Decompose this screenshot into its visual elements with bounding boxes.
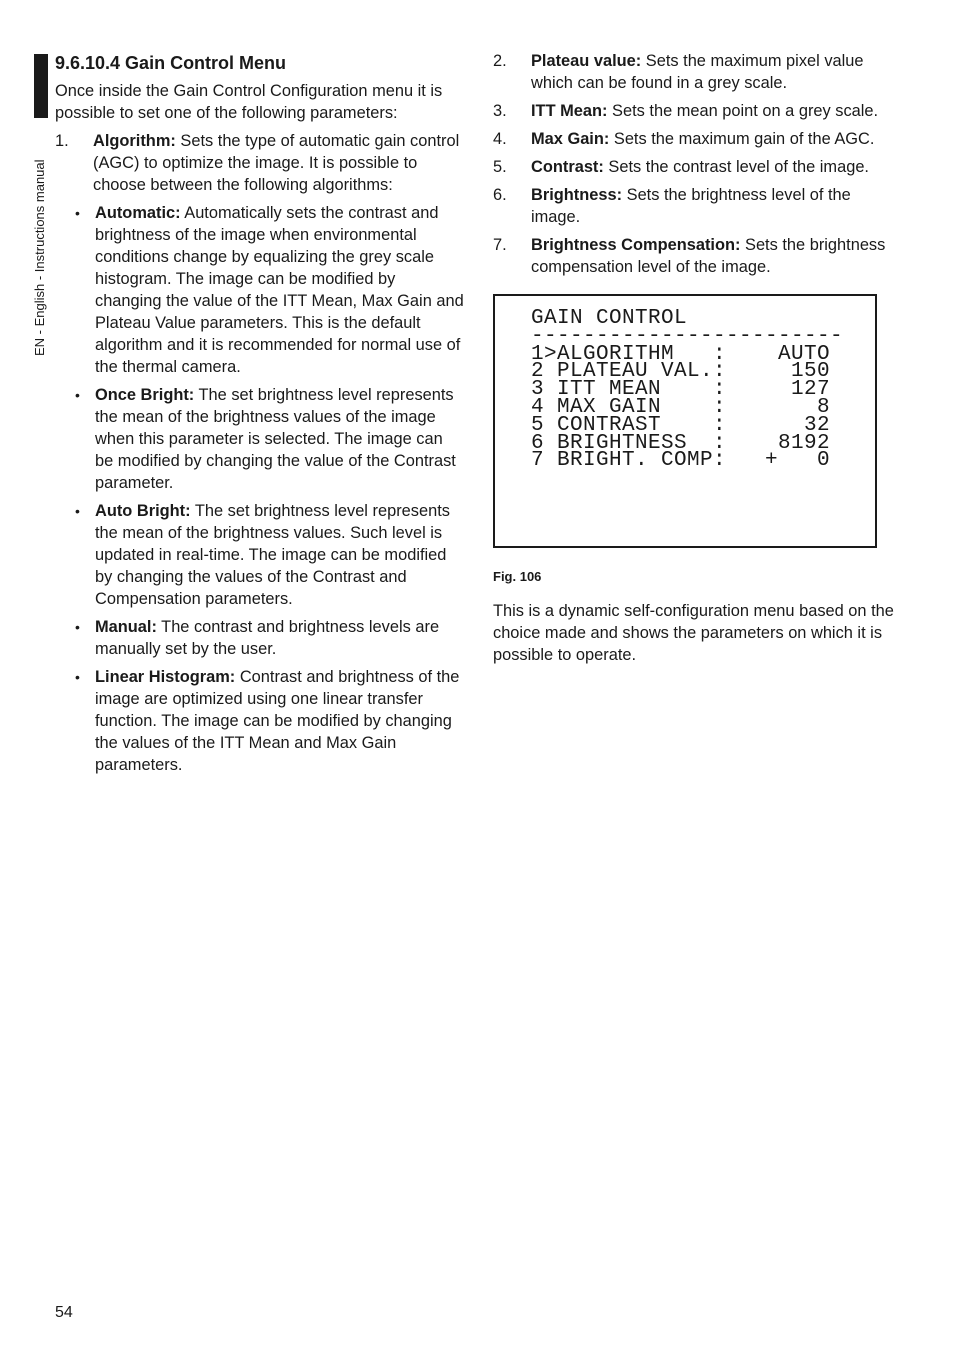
item-label: Contrast: (531, 158, 604, 176)
item-text: Sets the mean point on a grey scale. (607, 102, 879, 120)
osd-menu-text (531, 307, 844, 473)
item-number: 2. (493, 52, 507, 70)
item-text: Sets the brightness compensation level of the image. (531, 236, 886, 276)
list-item (493, 128, 903, 150)
menu-title: GAIN CONTROL (531, 307, 688, 330)
side-label: EN - English - Instructions manual (32, 159, 47, 356)
item-number: 7. (493, 236, 507, 254)
item-text: Automatically sets the contrast and brightness of the image when environmental conditions change by equalizing the grey scale histogram. The image can be modified by changing the value of the ITT Mean, Max Gain and Plateau Value parameters. This is the default algorithm and it is recommended for normal use of the thermal camera. (95, 204, 464, 376)
section-marker-bar (34, 54, 48, 118)
list-item (493, 184, 903, 228)
page-number: 54 (55, 1304, 73, 1321)
list-item (75, 666, 465, 776)
item-text: Sets the type of automatic gain control (AGC) to optimize the image. It is possible to choose between the following algorithms: (93, 132, 460, 194)
item-label: Linear Histogram: (95, 668, 236, 686)
menu-row: 4 MAX GAIN : 8 (531, 395, 831, 419)
item-text: The set brightness level represents the mean of the brightness values. Such level is updated in real-time. The image can be modified by changing the values of the Contrast and Compensation parameters. (95, 502, 450, 608)
item-label: Auto Bright: (95, 502, 191, 520)
algorithm-list (55, 202, 465, 776)
parameter-list (55, 130, 465, 196)
bullet-icon: • (75, 619, 80, 635)
parameter-list-continued (493, 50, 903, 278)
item-text: Sets the brightness level of the image. (531, 186, 851, 226)
item-label: Brightness: (531, 186, 623, 204)
item-number: 5. (493, 158, 507, 176)
item-number: 1. (55, 132, 69, 150)
menu-separator: ------------------------ (531, 324, 844, 348)
right-column (493, 50, 903, 666)
item-label: Manual: (95, 618, 157, 636)
item-label: Automatic: (95, 204, 181, 222)
item-label: ITT Mean: (531, 102, 608, 120)
bullet-icon: • (75, 669, 80, 685)
item-label: Once Bright: (95, 386, 195, 404)
list-item (493, 234, 903, 278)
item-number: 4. (493, 130, 507, 148)
list-item (493, 100, 903, 122)
list-item (493, 50, 903, 94)
bullet-icon: • (75, 387, 80, 403)
section-title: 9.6.10.4 Gain Control Menu (55, 53, 287, 73)
menu-row: 3 ITT MEAN : 127 (531, 378, 831, 402)
item-text: The contrast and brightness levels are manually set by the user. (95, 618, 440, 658)
list-item (75, 202, 465, 378)
menu-row: 5 CONTRAST : 32 (531, 413, 831, 437)
list-item (75, 616, 465, 660)
item-text: Sets the maximum pixel value which can be found in a grey scale. (531, 52, 864, 92)
list-item (75, 384, 465, 494)
list-item (55, 130, 465, 196)
menu-row: 1>ALGORITHM : AUTO (531, 342, 831, 366)
left-column (55, 52, 465, 782)
menu-row: 6 BRIGHTNESS : 8192 (531, 431, 831, 455)
item-text: Sets the contrast level of the image. (603, 158, 869, 176)
section-intro: Once inside the Gain Control Configuration menu it is possible to set one of the following parameters: (55, 82, 443, 122)
item-number: 3. (493, 102, 507, 120)
item-label: Plateau value: (531, 52, 642, 70)
item-text: Sets the maximum gain of the AGC. (609, 130, 875, 148)
menu-row: 7 BRIGHT. COMP: + 0 (531, 449, 831, 473)
item-label: Max Gain: (531, 130, 610, 148)
item-number: 6. (493, 186, 507, 204)
menu-row: 2 PLATEAU VAL.: 150 (531, 360, 831, 384)
list-item (75, 500, 465, 610)
figure-caption: Fig. 106 (493, 569, 542, 584)
item-label: Brightness Compensation: (531, 236, 741, 254)
osd-menu-figure (493, 294, 877, 548)
item-text: Contrast and brightness of the image are optimized using one linear transfer function. The image can be modified by changing the values of the ITT Mean and Max Gain parameters. (95, 668, 460, 774)
list-item (493, 156, 903, 178)
bullet-icon: • (75, 205, 80, 221)
bullet-icon: • (75, 503, 80, 519)
closing-paragraph: This is a dynamic self-configuration menu based on the choice made and shows the parameters on which it is possible to operate. (493, 602, 894, 664)
item-label: Algorithm: (93, 132, 176, 150)
item-text: The set brightness level represents the mean of the brightness values of the image when this parameter is selected. The image can be modified by changing the value of the Contrast parameter. (95, 386, 456, 492)
